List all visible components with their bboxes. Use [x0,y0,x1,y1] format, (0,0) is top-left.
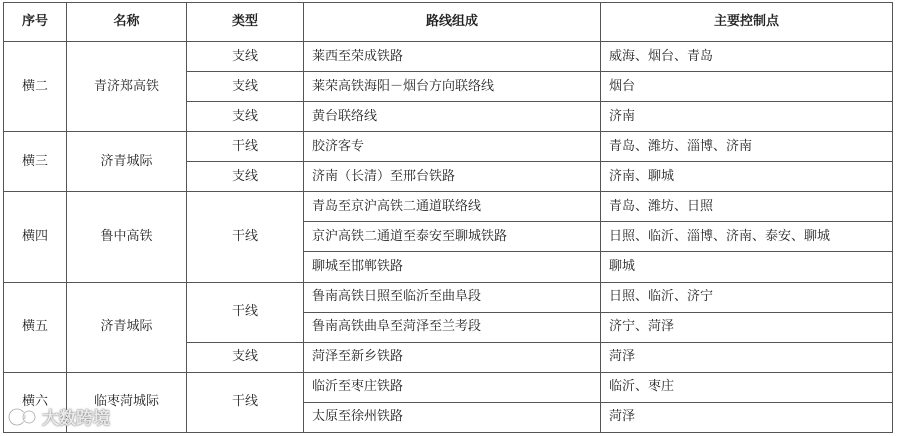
table-row [4,42,893,72]
control-points-cell: 青岛、潍坊、日照 [601,192,893,222]
route-cell: 莱西至荣成铁路 [304,42,601,72]
route-cell: 鲁南高铁日照至临沂至曲阜段 [304,282,601,312]
route-cell: 黄台联络线 [304,102,601,132]
serial-cell: 横三 [4,132,67,192]
header-serial: 序号 [4,3,67,42]
type-cell: 干线 [187,132,304,162]
route-cell: 莱荣高铁海阳－烟台方向联络线 [304,72,601,102]
type-cell: 支线 [187,102,304,132]
watermark-text: 大数跨境 [42,409,110,429]
serial-cell: 横六 [4,372,67,432]
control-points-cell: 济宁、菏泽 [601,312,893,342]
table-row [4,282,893,312]
table-row [4,372,893,402]
type-cell: 干线 [187,372,304,432]
route-cell: 临沂至枣庄铁路 [304,372,601,402]
type-cell: 支线 [187,42,304,72]
route-cell: 济南（长清）至邢台铁路 [304,162,601,192]
route-cell: 太原至徐州铁路 [304,402,601,432]
control-points-cell: 日照、临沂、淄博、济南、泰安、聊城 [601,222,893,252]
route-cell: 青岛至京沪高铁二通道联络线 [304,192,601,222]
control-points-cell: 日照、临沂、济宁 [601,282,893,312]
route-cell: 京沪高铁二通道至泰安至聊城铁路 [304,222,601,252]
route-cell: 菏泽至新乡铁路 [304,342,601,372]
control-points-cell: 威海、烟台、青岛 [601,42,893,72]
name-cell: 济青城际 [67,132,187,192]
type-cell: 支线 [187,72,304,102]
control-points-cell: 临沂、枣庄 [601,372,893,402]
control-points-cell: 聊城 [601,252,893,282]
route-cell: 胶济客专 [304,132,601,162]
route-cell: 鲁南高铁曲阜至菏泽至兰考段 [304,312,601,342]
serial-cell: 横二 [4,42,67,132]
header-route: 路线组成 [304,3,601,42]
header-name: 名称 [67,3,187,42]
table-row [4,192,893,222]
type-cell: 支线 [187,342,304,372]
control-points-cell: 济南、聊城 [601,162,893,192]
control-points-cell: 烟台 [601,72,893,102]
name-cell: 临枣菏城际 [67,372,187,432]
table-row [4,132,893,162]
railway-table [3,2,893,433]
header-type: 类型 [187,3,304,42]
header-row [4,3,893,42]
control-points-cell: 菏泽 [601,342,893,372]
route-cell: 聊城至邯郸铁路 [304,252,601,282]
name-cell: 青济郑高铁 [67,42,187,132]
name-cell: 鲁中高铁 [67,192,187,282]
type-cell: 干线 [187,282,304,342]
serial-cell: 横五 [4,282,67,372]
control-points-cell: 青岛、潍坊、淄博、济南 [601,132,893,162]
type-cell: 支线 [187,162,304,192]
control-points-cell: 菏泽 [601,402,893,432]
control-points-cell: 济南 [601,102,893,132]
header-control-points: 主要控制点 [601,3,893,42]
type-cell: 干线 [187,192,304,282]
serial-cell: 横四 [4,192,67,282]
name-cell: 济青城际 [67,282,187,372]
